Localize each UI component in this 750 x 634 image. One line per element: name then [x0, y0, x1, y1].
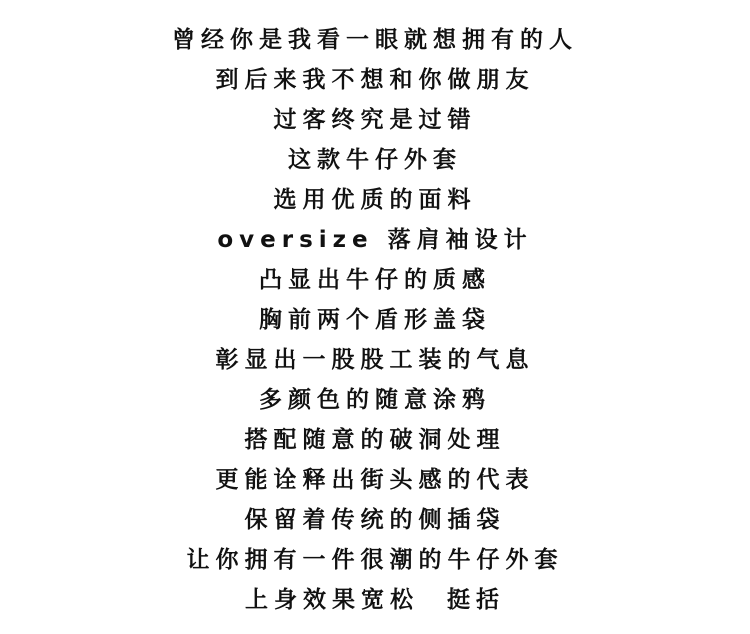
text-line: 这款牛仔外套: [288, 147, 462, 173]
text-line: oversize 落肩袖设计: [217, 227, 533, 253]
text-line: 彰显出一股股工装的气息: [215, 347, 535, 373]
text-line: 胸前两个盾形盖袋: [259, 307, 491, 333]
text-line: 到后来我不想和你做朋友: [215, 67, 535, 93]
text-line: 保留着传统的侧插袋: [244, 507, 506, 533]
text-line: 让你拥有一件很潮的牛仔外套: [186, 547, 564, 573]
product-description-text: [0, 20, 750, 620]
text-line: 多颜色的随意涂鸦: [259, 387, 491, 413]
text-line: 曾经你是我看一眼就想拥有的人: [172, 27, 578, 53]
text-line: 更能诠释出街头感的代表: [215, 467, 535, 493]
text-line: 上身效果宽松 挺括: [244, 587, 505, 613]
text-line: 过客终究是过错: [273, 107, 477, 133]
text-line: 选用优质的面料: [273, 187, 477, 213]
text-line: 搭配随意的破洞处理: [244, 427, 506, 453]
text-line: 凸显出牛仔的质感: [259, 267, 491, 293]
